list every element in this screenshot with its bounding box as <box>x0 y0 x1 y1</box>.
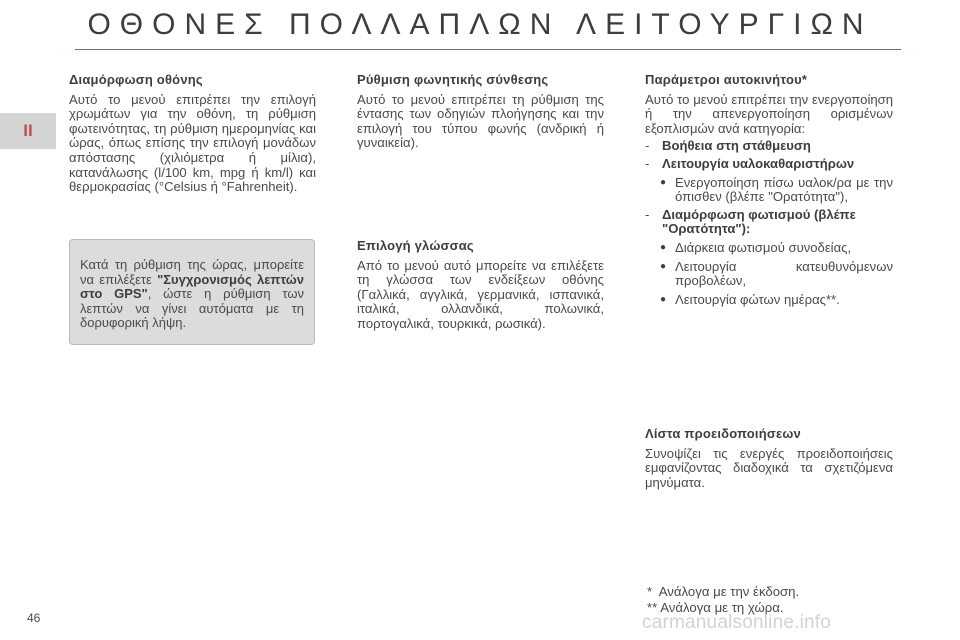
footnote-version: * Ανάλογα με την έκδοση. <box>647 584 800 599</box>
list-item-label: Διαμόρφωση φωτισμού (βλέπε "Ορατότητα"): <box>662 206 856 237</box>
list-item-lighting <box>645 208 893 237</box>
footnote-country: ** Ανάλογα με τη χώρα. <box>647 600 784 615</box>
bullet-icon: ● <box>660 260 667 272</box>
list-item-parking-assist <box>645 139 893 154</box>
sub-item-label: Διάρκεια φωτισμού συνοδείας, <box>675 239 852 255</box>
section-body-voice: Αυτό το μενού επιτρέπει τη ρύθμιση της έντασης των οδηγιών πλοήγησης και την επιλογή του τύπου φωνής (ανδρική ή γυναικεία). <box>357 91 604 151</box>
sub-item-rear-wiper <box>645 176 893 205</box>
section-body-vehicle-params: Αυτό το μενού επιτρέπει την ενεργοποίηση ή την απενεργοποίηση ορισμένων εξοπλισμών ανά κατηγορία: <box>645 91 893 136</box>
sub-item-label: Λειτουργία κατευθυνόμενων προβολέων, <box>675 258 893 289</box>
section-title-voice: Ρύθμιση φωνητικής σύνθεσης <box>357 72 549 87</box>
bullet-icon: ● <box>660 293 667 305</box>
column-language <box>357 239 604 332</box>
sub-item-directional-headlamps <box>645 260 893 289</box>
header-divider <box>75 49 901 50</box>
column-display-config <box>69 73 316 195</box>
column-warnings <box>645 427 893 490</box>
section-title-vehicle-params: Παράμετροι αυτοκινήτου* <box>645 72 808 87</box>
list-item-label: Λειτουργία υαλοκαθαριστήρων <box>662 155 855 171</box>
chapter-tab: II <box>0 113 56 149</box>
watermark: carmanualsonline.info <box>642 612 832 633</box>
section-title-language: Επιλογή γλώσσας <box>357 238 474 253</box>
column-vehicle-params <box>645 73 893 307</box>
bullet-icon: ● <box>660 241 667 253</box>
list-item-label: Βοήθεια στη στάθμευση <box>662 138 811 154</box>
sub-item-guide-me-home <box>645 241 893 256</box>
note-box-gps-sync <box>69 239 315 345</box>
section-title-display-config: Διαμόρφωση οθόνης <box>69 72 203 87</box>
dash-marker: - <box>645 206 650 222</box>
page-title: ΟΘΟΝΕΣ ΠΟΛΛΑΠΛΩΝ ΛΕΙΤΟΥΡΓΙΩΝ <box>87 8 873 41</box>
sub-item-label: Λειτουργία φώτων ημέρας**. <box>675 291 840 307</box>
column-voice <box>357 73 604 151</box>
bullet-icon: ● <box>660 176 667 188</box>
section-body-warnings: Συνοψίζει τις ενεργές προειδοποιήσεις εμφανίζοντας διαδοχικά τα σχετιζόμενα μηνύματα. <box>645 445 893 490</box>
sub-item-label: Ενεργοποίηση πίσω υαλοκ/ρα με την όπισθεν (βλέπε "Ορατότητα"), <box>675 174 893 205</box>
page-number: 46 <box>27 611 41 625</box>
sub-item-daytime-lights <box>645 293 893 308</box>
dash-marker: - <box>645 138 650 154</box>
list-item-wipers <box>645 157 893 172</box>
note-text-after: , ώστε η ρύθμιση των λεπτών να γίνει αυτόματα με τη δορυφορική λήψη. <box>80 286 304 331</box>
dash-marker: - <box>645 155 650 171</box>
note-bold-gps: "Συγχρονισμός λεπτών στο GPS" <box>80 271 305 302</box>
note-text-before: Κατά τη ρύθμιση της ώρας, μπορείτε να επιλέξετε <box>80 257 304 287</box>
section-body-display-config: Αυτό το μενού επιτρέπει την επιλογή χρωμάτων για την οθόνη, τη ρύθμιση φωτεινότητας, τη ρύθμιση ημερομηνίας και ώρας, όπως επίσης την επιλογή μονάδων απόστασης (χιλιόμετρα ή μίλια), κατανάλωσης (l/100 km, mpg ή km/l) και θερμοκρασίας (°Celsius ή °Fahrenheit). <box>69 91 316 195</box>
section-body-language: Από το μενού αυτό μπορείτε να επιλέξετε τη γλώσσα των ενδείξεων οθόνης (Γαλλικά, αγγλικά, γερμανικά, ισπανικά, ιταλικά, ολλανδικά, πολωνικά, πορτογαλικά, τουρκικά, ρωσικά). <box>357 257 604 331</box>
section-title-warnings: Λίστα προειδοποιήσεων <box>645 426 801 441</box>
